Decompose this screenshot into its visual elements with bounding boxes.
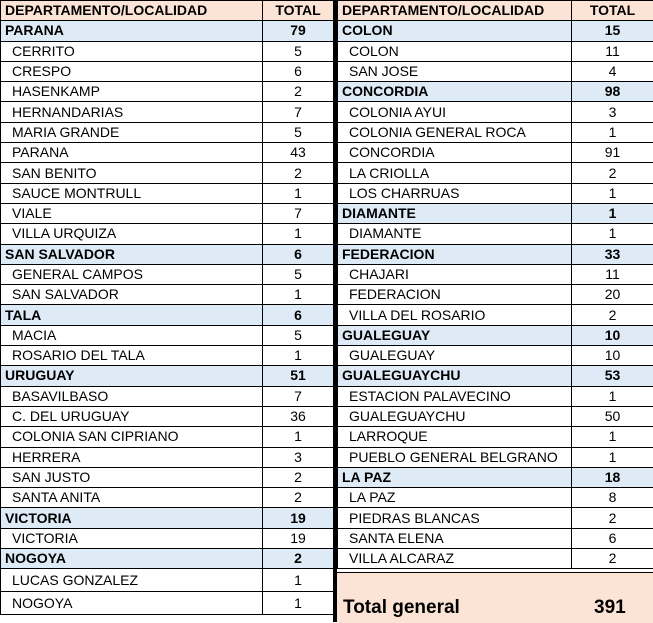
department-name: COLON [338,21,572,41]
locality-total: 4 [572,61,653,81]
locality-name: VILLA URQUIZA [1,224,263,244]
locality-row [1,447,334,467]
locality-total: 91 [572,143,653,163]
locality-name: VILLA ALCARAZ [338,549,572,569]
department-total: 33 [572,244,653,264]
locality-name: LARROQUE [338,427,572,447]
locality-name: SAN JUSTO [1,467,263,487]
locality-total: 6 [572,528,653,548]
locality-name: MACIA [1,325,263,345]
department-row [1,244,334,264]
locality-row [338,264,653,284]
locality-total: 3 [572,102,653,122]
locality-total: 43 [263,143,334,163]
locality-row [1,41,334,61]
department-total: 19 [263,508,334,528]
locality-name: LOS CHARRUAS [338,183,572,203]
locality-name: DIAMANTE [338,224,572,244]
locality-total: 19 [263,528,334,548]
locality-row [1,61,334,81]
locality-name: SANTA ELENA [338,528,572,548]
locality-total: 36 [263,406,334,426]
locality-total: 1 [572,386,653,406]
locality-row [1,163,334,183]
department-name: LA PAZ [338,467,572,487]
locality-total: 2 [572,508,653,528]
locality-row [1,264,334,284]
locality-name: GUALEGUAYCHU [338,406,572,426]
locality-row [1,346,334,366]
locality-name: VIALE [1,203,263,223]
department-name: PARANA [1,21,263,41]
department-total: 1 [572,203,653,223]
department-name: TALA [1,305,263,325]
left-table-body [1,21,334,615]
department-row [338,325,653,345]
locality-row [1,224,334,244]
locality-name: LA PAZ [338,488,572,508]
locality-row [1,325,334,345]
locality-row [1,427,334,447]
right-table [337,0,653,569]
right-header-row [338,1,653,21]
locality-name: BASAVILBASO [1,386,263,406]
locality-total: 2 [572,549,653,569]
grand-total-box [337,572,653,623]
locality-total: 1 [572,427,653,447]
locality-total: 1 [263,285,334,305]
locality-name: PIEDRAS BLANCAS [338,508,572,528]
locality-row [338,386,653,406]
locality-row [1,569,334,592]
department-row [338,244,653,264]
department-name: CONCORDIA [338,82,572,102]
locality-total: 50 [572,406,653,426]
locality-name: MARIA GRANDE [1,122,263,142]
locality-name: FEDERACION [338,285,572,305]
locality-row [338,508,653,528]
locality-name: CONCORDIA [338,143,572,163]
locality-name: COLON [338,41,572,61]
department-total: 15 [572,21,653,41]
locality-name: NOGOYA [1,592,263,615]
locality-name: ESTACION PALAVECINO [338,386,572,406]
department-row [338,203,653,223]
locality-name: VILLA DEL ROSARIO [338,305,572,325]
department-row [1,305,334,325]
locality-total: 2 [572,163,653,183]
department-row [1,21,334,41]
locality-name: HASENKAMP [1,82,263,102]
locality-name: SANTA ANITA [1,488,263,508]
locality-total: 2 [263,82,334,102]
locality-name: HERNANDARIAS [1,102,263,122]
department-row [1,366,334,386]
locality-total: 7 [263,203,334,223]
locality-row [338,447,653,467]
header-departamento-localidad: DEPARTAMENTO/LOCALIDAD [338,1,572,21]
locality-total: 1 [263,183,334,203]
right-table-panel [337,0,653,569]
department-name: GUALEGUAY [338,325,572,345]
department-name: URUGUAY [1,366,263,386]
locality-name: C. DEL URUGUAY [1,406,263,426]
locality-total: 5 [263,325,334,345]
locality-row [338,41,653,61]
department-total: 53 [572,366,653,386]
locality-name: ROSARIO DEL TALA [1,346,263,366]
locality-total: 2 [263,467,334,487]
locality-name: PUEBLO GENERAL BELGRANO [338,447,572,467]
grand-total-label: Total general [343,597,460,619]
department-row [1,549,334,569]
locality-total: 5 [263,264,334,284]
locality-total: 1 [263,224,334,244]
header-total: TOTAL [263,1,334,21]
locality-name: CERRITO [1,41,263,61]
locality-row [1,285,334,305]
locality-row [338,528,653,548]
locality-name: CRESPO [1,61,263,81]
department-total: 79 [263,21,334,41]
department-name: GUALEGUAYCHU [338,366,572,386]
locality-row [1,406,334,426]
locality-row [338,122,653,142]
locality-total: 1 [572,224,653,244]
locality-row [1,122,334,142]
locality-total: 3 [263,447,334,467]
header-departamento-localidad: DEPARTAMENTO/LOCALIDAD [1,1,263,21]
department-total: 98 [572,82,653,102]
department-row [338,366,653,386]
locality-name: VICTORIA [1,528,263,548]
locality-total: 1 [263,346,334,366]
locality-row [338,346,653,366]
header-total: TOTAL [572,1,653,21]
locality-row [1,467,334,487]
locality-total: 2 [263,488,334,508]
locality-row [338,163,653,183]
locality-name: HERRERA [1,447,263,467]
locality-total: 5 [263,41,334,61]
locality-row [338,61,653,81]
locality-name: COLONIA SAN CIPRIANO [1,427,263,447]
department-total: 6 [263,305,334,325]
locality-row [338,427,653,447]
locality-row [338,549,653,569]
locality-total: 11 [572,264,653,284]
department-name: VICTORIA [1,508,263,528]
locality-name: LA CRIOLLA [338,163,572,183]
department-name: SAN SALVADOR [1,244,263,264]
locality-total: 2 [263,163,334,183]
locality-row [1,528,334,548]
locality-name: SAN JOSE [338,61,572,81]
department-total: 2 [263,549,334,569]
locality-total: 7 [263,386,334,406]
locality-total: 1 [263,427,334,447]
locality-total: 10 [572,346,653,366]
locality-total: 8 [572,488,653,508]
department-row [1,508,334,528]
locality-name: PARANA [1,143,263,163]
department-total: 6 [263,244,334,264]
locality-row [1,203,334,223]
locality-total: 11 [572,41,653,61]
locality-row [1,183,334,203]
locality-total: 20 [572,285,653,305]
locality-row [1,102,334,122]
department-row [338,82,653,102]
department-name: NOGOYA [1,549,263,569]
locality-name: COLONIA AYUI [338,102,572,122]
locality-row [1,592,334,615]
locality-total: 2 [572,305,653,325]
locality-total: 1 [572,447,653,467]
department-row [338,21,653,41]
locality-name: GENERAL CAMPOS [1,264,263,284]
grand-total-value: 391 [594,597,626,619]
locality-row [1,82,334,102]
locality-total: 1 [572,183,653,203]
department-name: FEDERACION [338,244,572,264]
right-table-body [338,21,653,569]
locality-row [338,102,653,122]
locality-name: GUALEGUAY [338,346,572,366]
locality-row [338,305,653,325]
locality-total: 1 [263,592,334,615]
locality-total: 1 [572,122,653,142]
locality-total: 5 [263,122,334,142]
left-header-row [1,1,334,21]
locality-name: COLONIA GENERAL ROCA [338,122,572,142]
locality-row [1,488,334,508]
department-total: 18 [572,467,653,487]
locality-name: SAN BENITO [1,163,263,183]
locality-total: 7 [263,102,334,122]
locality-name: SAUCE MONTRULL [1,183,263,203]
department-row [338,467,653,487]
locality-row [338,224,653,244]
department-name: DIAMANTE [338,203,572,223]
locality-row [338,285,653,305]
locality-row [338,488,653,508]
locality-name: LUCAS GONZALEZ [1,569,263,592]
locality-row [1,386,334,406]
locality-name: SAN SALVADOR [1,285,263,305]
locality-row [338,406,653,426]
locality-row [338,183,653,203]
locality-name: CHAJARI [338,264,572,284]
locality-row [338,143,653,163]
locality-row [1,143,334,163]
locality-total: 1 [263,569,334,592]
department-total: 51 [263,366,334,386]
department-total: 10 [572,325,653,345]
locality-total: 6 [263,61,334,81]
